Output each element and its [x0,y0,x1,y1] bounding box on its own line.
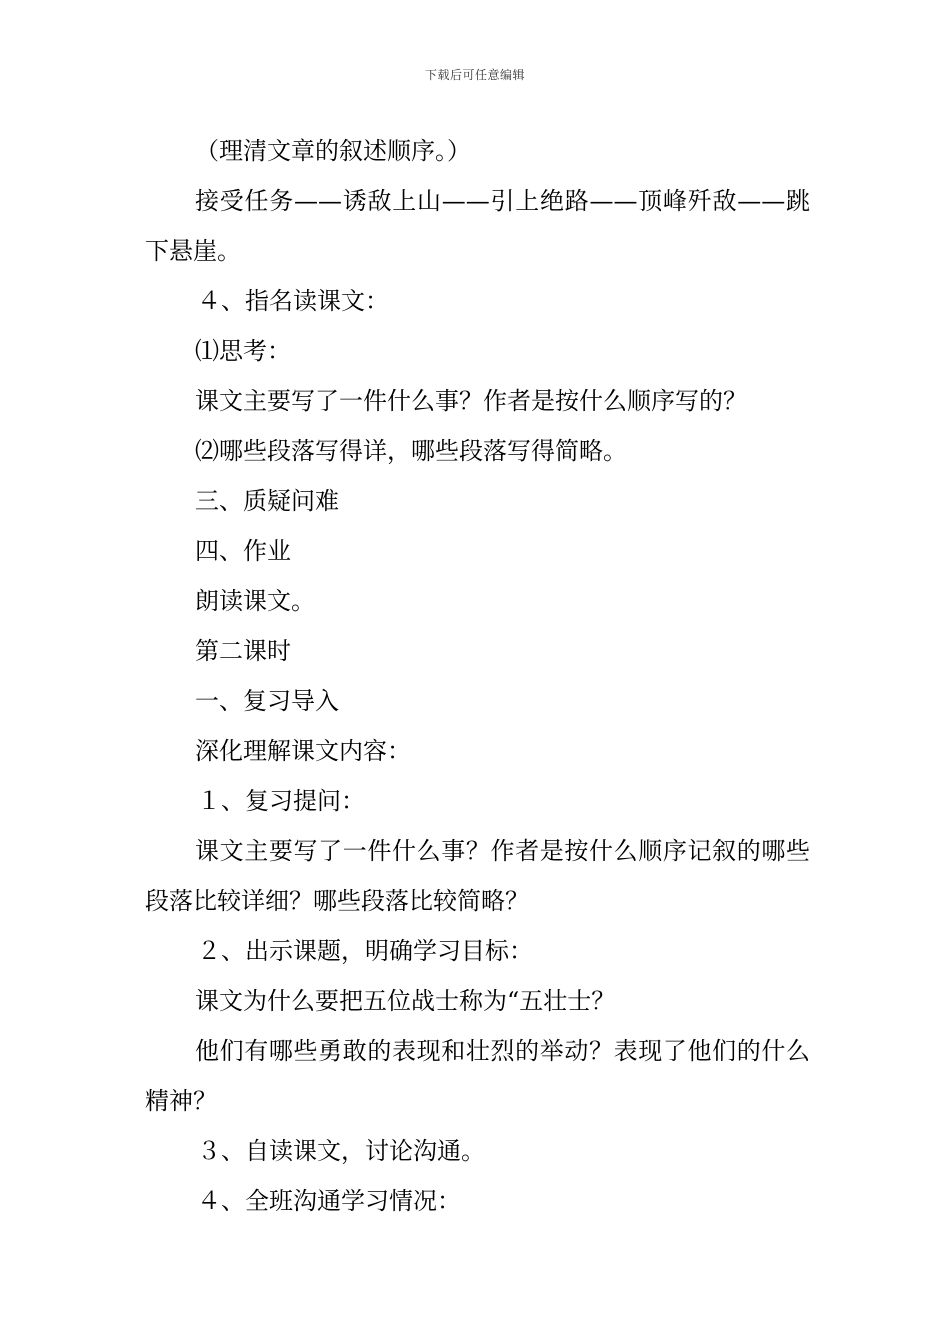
paragraph: 朗读课文。 [195,587,315,615]
paragraph: （理清文章的叙述顺序。） [195,137,471,165]
section-heading: 一、复习导入 [195,687,339,715]
paragraph: 接受任务——诱敌上山——引上绝路——顶峰歼敌——跳下悬崖。 [145,187,810,265]
paragraph: ４、全班沟通学习情况： [197,1187,461,1215]
page-header: 下载后可任意编辑 [424,68,525,82]
paragraph: １、复习提问： [197,787,365,815]
paragraph: ⑴思考： [195,337,291,365]
paragraph: ⑵哪些段落写得详，哪些段落写得简略。 [195,437,627,465]
lesson-heading: 第二课时 [195,637,291,665]
paragraph: ２、出示课题，明确学习目标： [197,937,533,965]
section-heading: 四、作业 [195,537,291,565]
paragraph: 他们有哪些勇敢的表现和壮烈的举动？表现了他们的什么精神？ [145,1037,810,1115]
paragraph: 课文主要写了一件什么事？作者是按什么顺序记叙的哪些段落比较详细？哪些段落比较简略？ [145,837,810,915]
paragraph: 课文主要写了一件什么事？作者是按什么顺序写的？ [195,387,747,415]
section-heading: 三、质疑问难 [195,487,339,515]
document-body [145,126,810,1226]
paragraph: ３、自读课文，讨论沟通。 [197,1137,485,1165]
paragraph: 课文为什么要把五位战士称为“五壮士？ [195,987,616,1015]
paragraph: ４、指名读课文： [197,287,389,315]
paragraph: 深化理解课文内容： [195,737,411,765]
